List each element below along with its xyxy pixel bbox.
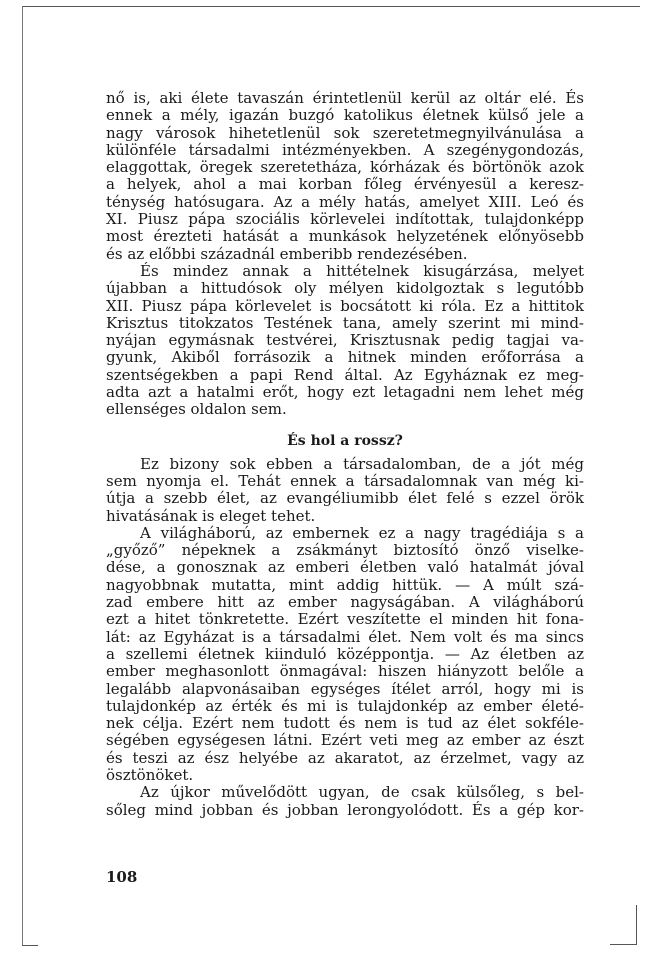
scan-border-bottom-left [22,945,38,946]
paragraph-1 [106,90,584,263]
text-line: ségében egységesen látni. Ezért veti meg az ember az észt [106,731,584,750]
text-line: sőleg mind jobban és jobban lerongyolódott. És a gép kor- [106,800,584,819]
text-line: nő is, aki élete tavaszán érintetlenül kerül az oltár elé. És [106,89,584,107]
page-number: 108 [106,868,138,886]
text-line: ösztönöket. [106,765,194,784]
text-line: XI. Piusz pápa szociális körlevelei indítottak, tulajdonképp [106,210,584,229]
text-line: ennek a mély, igazán buzgó katolikus életnek külső jele a [106,106,584,125]
text-line: dése, a gonosznak az emberi életben való hatalmát jóval [106,558,584,577]
text-line: „győző” népeknek a zsákmányt biztosító önző viselke- [106,541,584,560]
scan-border-top [22,6,640,7]
paragraph-5 [106,784,584,819]
text-line: nagyobbnak mutatta, mint addig hittük. — A múlt szá- [106,575,584,594]
text-line: hivatásának is eleget tehet. [106,506,316,525]
text-line: A világháború, az embernek ez a nagy tragédiája s a [140,523,584,542]
text-line: nek célja. Ezért nem tudott és nem is tud az élet sokféle- [106,714,584,733]
page-body [106,90,584,819]
text-line: tulajdonkép az érték és mi is tulajdonkép az ember életé- [106,696,584,715]
text-line: Az újkor művelődött ugyan, de csak külsőleg, s bel- [140,783,584,802]
text-line: zad embere hitt az ember nagyságában. A világháború [106,593,584,612]
text-line: útja a szebb élet, az evangéliumibb élet felé s ezzel örök [106,489,584,508]
text-line: sem nyomja el. Tehát ennek a társadalomnak van még ki- [106,471,584,490]
paragraph-2 [106,263,584,419]
text-line: gyunk, Akiből forrásozik a hitnek minden erőforrása a [106,348,584,367]
text-line: szentségekben a papi Rend által. Az Egyháznak ez meg- [106,365,584,384]
text-line: ezt a hitet tönkretette. Ezért veszítette el minden hit fona- [106,610,584,629]
text-line: Ez bizony sok ebben a társadalomban, de a jót még [140,454,584,473]
text-line: legalább alapvonásaiban egységes ítélet arról, hogy mi is [106,679,584,698]
text-line: újabban a hittudósok oly mélyen kidolgoztak s legutóbb [106,279,584,298]
text-line: és az előbbi századnál emberibb rendezésében. [106,244,468,263]
scan-border-left [22,6,23,946]
text-line: és teszi az ész helyébe az akaratot, az érzelmet, vagy az [106,748,584,767]
scan-border-right [636,905,637,945]
text-line: a helyek, ahol a mai korban főleg érvényesül a keresz- [106,175,584,194]
text-line: különféle társadalmi intézményekben. A szegénygondozás, [106,140,584,159]
text-line: ténység hatósugara. Az a mély hatás, amelyet XIII. Leó és [106,192,584,211]
text-line: nyájan egymásnak testvérei, Krisztusnak pedig tagjai va- [106,331,584,350]
scan-border-bottom-right [610,944,636,945]
text-line: XII. Piusz pápa körlevelet is bocsátott ki róla. Ez a hittitok [106,296,584,315]
section-heading: És hol a rossz? [287,432,403,449]
text-line: ellenséges oldalon sem. [106,400,287,419]
text-line: adta azt a hatalmi erőt, hogy ezt letagadni nem lehet még [106,383,584,402]
paragraph-4 [106,525,584,784]
text-line: elaggottak, öregek szeretetháza, kórházak és börtönök azok [106,158,584,177]
text-line: lát: az Egyházat is a társadalmi élet. Nem volt és ma sincs [106,627,584,646]
text-line: most érezteti hatását a munkások helyzetének előnyösebb [106,227,584,246]
paragraph-3 [106,456,584,525]
text-line: És mindez annak a hittételnek kisugárzása, melyet [140,261,584,280]
text-line: Krisztus titokzatos Testének tana, amely szerint mi mind- [106,313,584,332]
text-line: a szellemi életnek kiinduló középpontja. — Az életben az [106,644,584,663]
text-line: nagy városok hihetetlenül sok szeretetmegnyilvánulása a [106,123,584,142]
text-line: ember meghasonlott önmagával: hiszen hiányzott belőle a [106,662,584,681]
